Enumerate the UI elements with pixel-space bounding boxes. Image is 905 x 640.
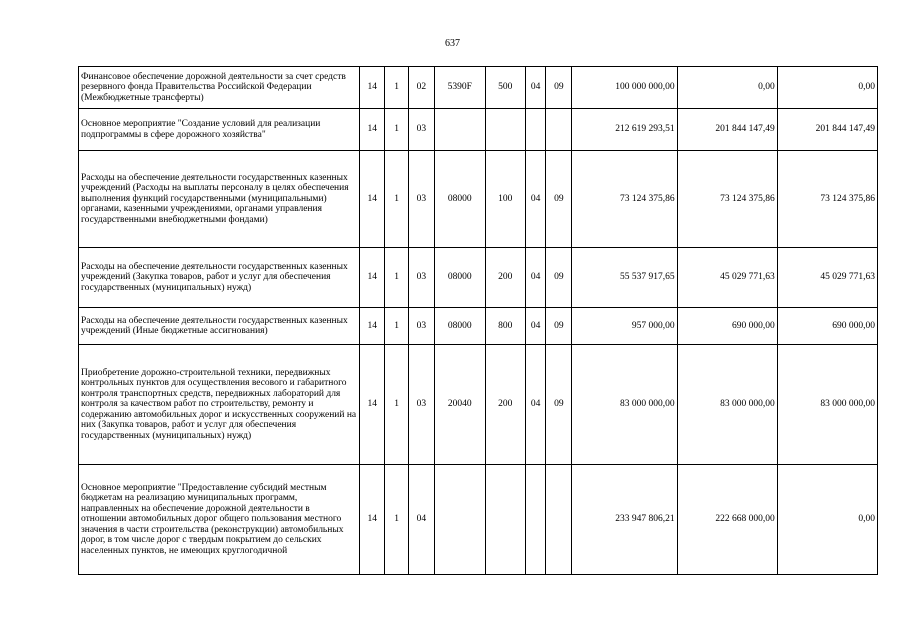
row-name: Основное мероприятие "Предоставление субсидий местным бюджетам на реализацию муниципальных программ, направленных на обеспечение дорожной деятельности в отношении автомобильных дорог общего пользования местного значения в части строительства (реконструкции) автомобильных дорог, в том числе дорог с твердым покрытием до сельских населенных пунктов, не имеющих круглогодичной [79, 465, 360, 575]
code-section: 04 [525, 345, 545, 465]
code-expense-type [485, 465, 525, 575]
amount-year-1: 55 537 917,65 [572, 248, 677, 308]
row-name: Финансовое обеспечение дорожной деятельности за счет средств резервного фонда Правительства Российской Федерации (Межбюджетные трансферты) [79, 67, 360, 109]
code-direction: 08000 [434, 308, 485, 345]
code-expense-type: 200 [485, 248, 525, 308]
row-name: Основное мероприятие "Создание условий для реализации подпрограммы в сфере дорожного хозяйства" [79, 109, 360, 151]
code-om: 03 [408, 248, 434, 308]
amount-year-3: 201 844 147,49 [777, 109, 877, 151]
code-pp: 1 [385, 465, 408, 575]
amount-year-2: 222 668 000,00 [677, 465, 777, 575]
code-direction [434, 109, 485, 151]
budget-table [78, 66, 878, 575]
code-direction: 08000 [434, 248, 485, 308]
code-om: 03 [408, 151, 434, 248]
code-direction: 5390F [434, 67, 485, 109]
amount-year-3: 45 029 771,63 [777, 248, 877, 308]
amount-year-1: 73 124 375,86 [572, 151, 677, 248]
amount-year-3: 690 000,00 [777, 308, 877, 345]
code-gp: 14 [360, 248, 385, 308]
page-number: 637 [445, 38, 460, 49]
code-subsection: 09 [546, 248, 572, 308]
code-gp: 14 [360, 67, 385, 109]
code-expense-type [485, 109, 525, 151]
code-om: 04 [408, 465, 434, 575]
amount-year-2: 690 000,00 [677, 308, 777, 345]
amount-year-3: 73 124 375,86 [777, 151, 877, 248]
code-pp: 1 [385, 308, 408, 345]
table-row [79, 248, 878, 308]
code-subsection: 09 [546, 151, 572, 248]
amount-year-1: 212 619 293,51 [572, 109, 677, 151]
code-subsection: 09 [546, 345, 572, 465]
code-direction: 20040 [434, 345, 485, 465]
code-om: 03 [408, 345, 434, 465]
code-section: 04 [525, 248, 545, 308]
table-row [79, 151, 878, 248]
code-om: 03 [408, 308, 434, 345]
amount-year-1: 83 000 000,00 [572, 345, 677, 465]
code-expense-type: 500 [485, 67, 525, 109]
table-row [79, 308, 878, 345]
code-pp: 1 [385, 248, 408, 308]
amount-year-2: 201 844 147,49 [677, 109, 777, 151]
row-name: Расходы на обеспечение деятельности государственных казенных учреждений (Расходы на выплаты персоналу в целях обеспечения выполнения функций государственными (муниципальными) органами, казенными учреждениями, органами управления государственными внебюджетными фондами) [79, 151, 360, 248]
amount-year-3: 0,00 [777, 67, 877, 109]
row-name: Расходы на обеспечение деятельности государственных казенных учреждений (Иные бюджетные ассигнования) [79, 308, 360, 345]
code-expense-type: 100 [485, 151, 525, 248]
amount-year-1: 957 000,00 [572, 308, 677, 345]
code-gp: 14 [360, 308, 385, 345]
amount-year-1: 100 000 000,00 [572, 67, 677, 109]
code-section: 04 [525, 67, 545, 109]
code-direction: 08000 [434, 151, 485, 248]
code-expense-type: 200 [485, 345, 525, 465]
table-row [79, 345, 878, 465]
amount-year-2: 83 000 000,00 [677, 345, 777, 465]
table-row [79, 465, 878, 575]
row-name: Приобретение дорожно-строительной техники, передвижных контрольных пунктов для осуществления весового и габаритного контроля транспортных средств, передвижных лабораторий для контроля за качеством работ по строительству, ремонту и содержанию автомобильных дорог и искусственных сооружений на них (Закупка товаров, работ и услуг для обеспечения государственных (муниципальных) нужд) [79, 345, 360, 465]
table-row [79, 109, 878, 151]
amount-year-2: 0,00 [677, 67, 777, 109]
code-subsection [546, 109, 572, 151]
code-section [525, 109, 545, 151]
code-pp: 1 [385, 109, 408, 151]
code-gp: 14 [360, 345, 385, 465]
code-subsection: 09 [546, 67, 572, 109]
amount-year-3: 0,00 [777, 465, 877, 575]
code-section: 04 [525, 308, 545, 345]
code-section: 04 [525, 151, 545, 248]
code-gp: 14 [360, 151, 385, 248]
code-om: 02 [408, 67, 434, 109]
amount-year-2: 73 124 375,86 [677, 151, 777, 248]
code-gp: 14 [360, 109, 385, 151]
amount-year-2: 45 029 771,63 [677, 248, 777, 308]
code-pp: 1 [385, 67, 408, 109]
table-row [79, 67, 878, 109]
code-subsection: 09 [546, 308, 572, 345]
code-section [525, 465, 545, 575]
code-expense-type: 800 [485, 308, 525, 345]
row-name: Расходы на обеспечение деятельности государственных казенных учреждений (Закупка товаров, работ и услуг для обеспечения государственных (муниципальных) нужд) [79, 248, 360, 308]
amount-year-1: 233 947 806,21 [572, 465, 677, 575]
code-pp: 1 [385, 151, 408, 248]
amount-year-3: 83 000 000,00 [777, 345, 877, 465]
code-pp: 1 [385, 345, 408, 465]
code-subsection [546, 465, 572, 575]
code-gp: 14 [360, 465, 385, 575]
code-direction [434, 465, 485, 575]
code-om: 03 [408, 109, 434, 151]
